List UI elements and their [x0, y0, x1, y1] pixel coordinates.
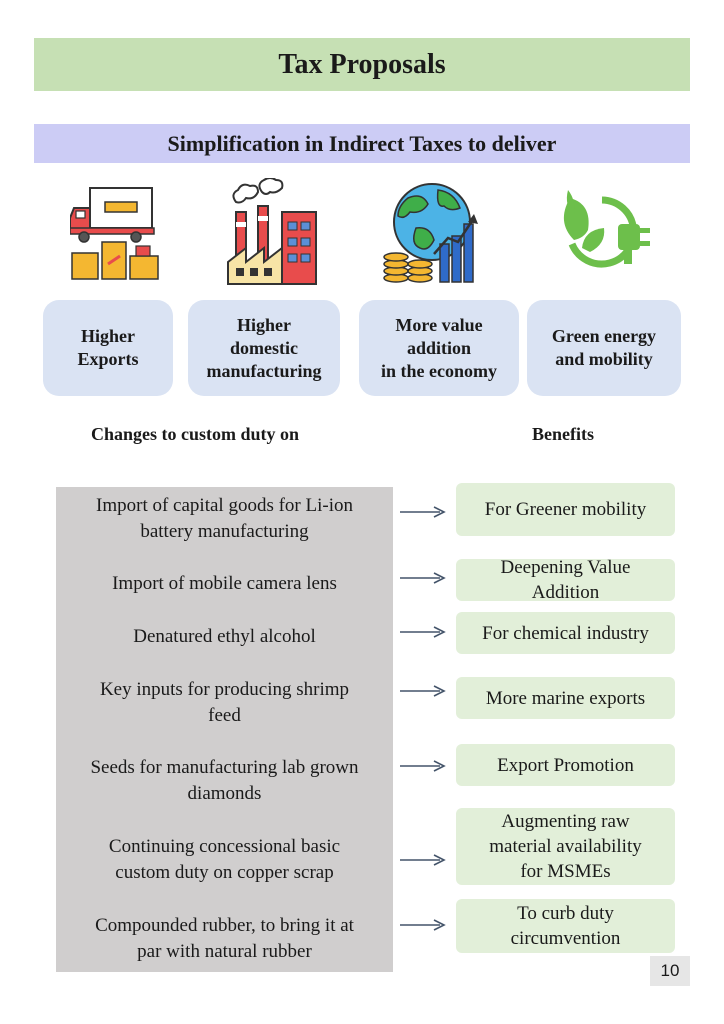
change-item: Seeds for manufacturing lab grown diamonds: [90, 757, 359, 804]
benefit-item: For chemical industry: [456, 612, 675, 654]
goal-higher-exports: Higher Exports: [43, 300, 173, 396]
arrow-right-icon: [400, 760, 446, 772]
benefit-item: More marine exports: [456, 677, 675, 719]
arrow-right-icon: [400, 626, 446, 638]
arrow-right-icon: [400, 572, 446, 584]
benefit-item: Augmenting raw material availability for MSMEs: [456, 808, 675, 885]
changes-panel: [56, 487, 393, 972]
goal-green-energy: Green energy and mobility: [527, 300, 681, 396]
goal-value-addition: More value addition in the economy: [359, 300, 519, 396]
change-item: Continuing concessional basic custom duty on copper scrap: [108, 836, 341, 883]
change-item: Import of mobile camera lens: [112, 573, 337, 594]
change-item: Denatured ethyl alcohol: [133, 626, 316, 647]
changes-header: Changes to custom duty on: [91, 424, 300, 444]
arrow-right-icon: [400, 506, 446, 518]
page-number: 10: [650, 956, 690, 986]
globe-growth-icon: [382, 178, 482, 286]
benefit-item: Export Promotion: [456, 744, 675, 786]
arrow-right-icon: [400, 685, 446, 697]
benefit-item: For Greener mobility: [456, 483, 675, 536]
factory-icon: [222, 178, 322, 286]
change-item: Key inputs for producing shrimp feed: [99, 679, 350, 726]
change-item: Import of capital goods for Li-ion battery manufacturing: [96, 495, 353, 542]
benefit-item: To curb duty circumvention: [456, 899, 675, 953]
benefit-item: Deepening Value Addition: [456, 559, 675, 601]
page-title: Tax Proposals: [34, 38, 690, 91]
benefits-header: Benefits: [532, 424, 594, 444]
arrow-right-icon: [400, 919, 446, 931]
green-plug-icon: [552, 178, 652, 286]
section-subtitle: Simplification in Indirect Taxes to deliver: [34, 124, 690, 163]
arrow-right-icon: [400, 854, 446, 866]
change-item: Compounded rubber, to bring it at par with natural rubber: [95, 915, 354, 962]
goal-domestic-manufacturing: Higher domestic manufacturing: [188, 300, 340, 396]
export-truck-icon: [70, 178, 170, 286]
